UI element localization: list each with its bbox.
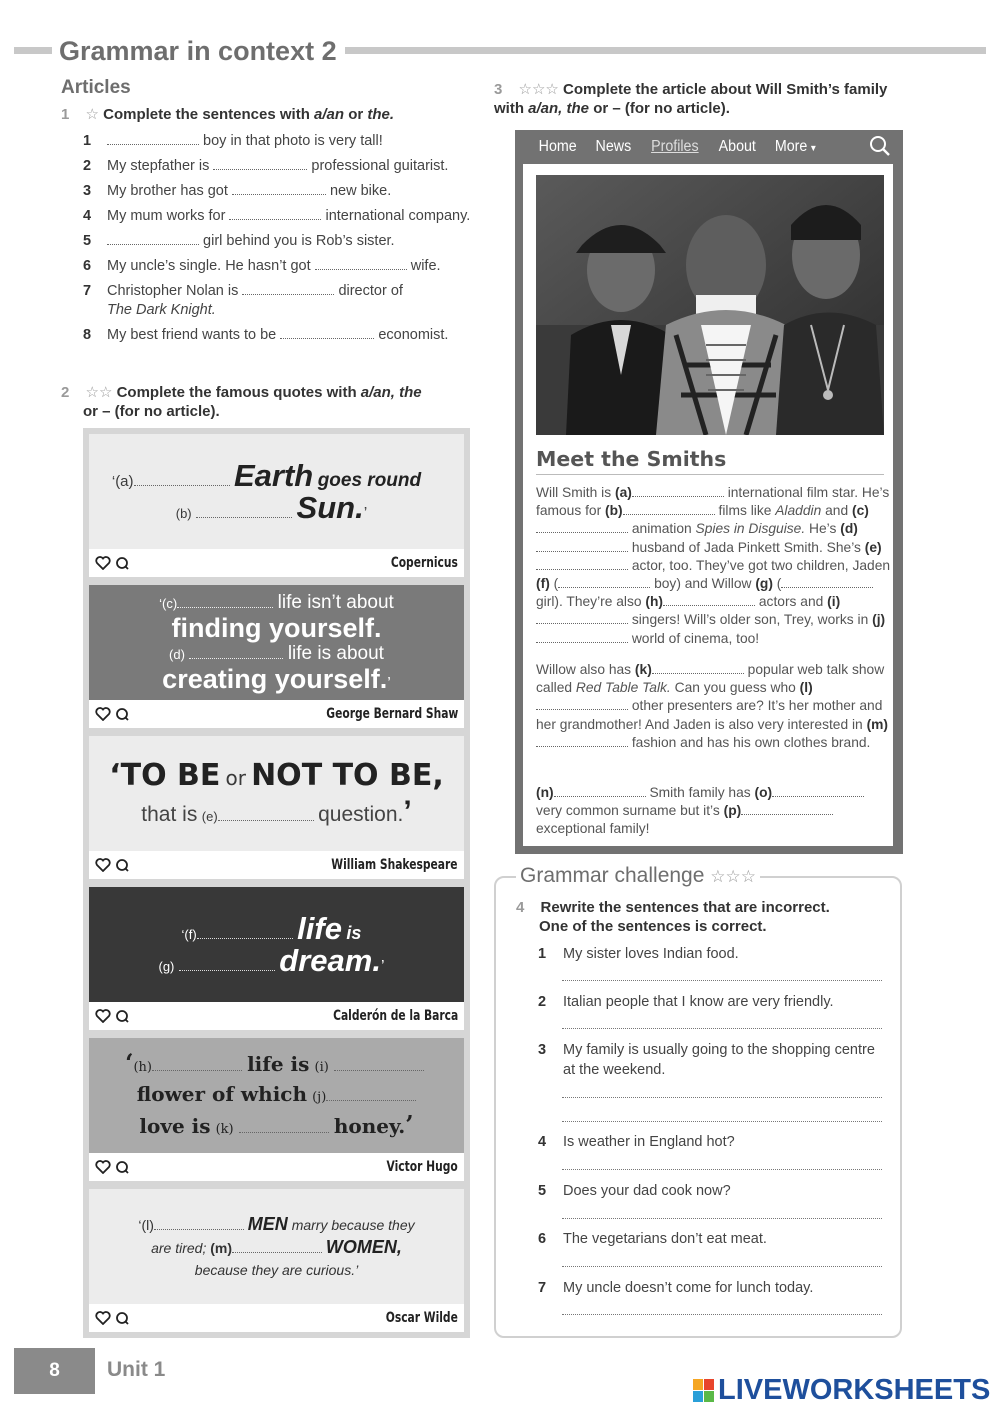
heart-icon[interactable]: [95, 1311, 111, 1325]
answer-blank[interactable]: [536, 521, 628, 533]
ex1-instruction: 1 ☆ Complete the sentences with a/an or the.: [61, 106, 395, 123]
comment-icon[interactable]: [115, 707, 130, 722]
section-title: Articles: [61, 77, 131, 98]
quote-author: Calderón de la Barca: [332, 1008, 458, 1024]
article-paragraph-1: Will Smith is (a) international film star. He’s famous for (b) films like Aladdin and (c) animation Spies in Disguise. He’s (d) husband of Jada Pinkett Smith. She’s (e) actor, too. They’ve got two children, Jaden (f) ( boy) and Willow (g) ( girl). They’re also (h) actors and (i) singers! Will’s older son, Trey, works in (j) world of cinema, too!: [536, 485, 891, 646]
list-item: 1 boy in that photo is very tall!: [83, 133, 383, 149]
title-rule-left: [14, 47, 52, 54]
answer-blank[interactable]: [196, 506, 292, 518]
comment-icon[interactable]: [115, 1009, 130, 1024]
answer-blank[interactable]: [334, 1059, 424, 1071]
answer-blank[interactable]: [242, 283, 334, 295]
list-item: 1 My sister loves Indian food.: [538, 946, 739, 962]
answer-blank[interactable]: [781, 576, 873, 588]
nav-about[interactable]: About: [718, 138, 756, 155]
nav-bar: [515, 130, 903, 164]
answer-line[interactable]: [562, 1169, 882, 1170]
answer-blank[interactable]: [554, 785, 646, 797]
nav-home[interactable]: Home: [538, 138, 577, 155]
unit-label: Unit 1: [107, 1358, 166, 1381]
list-item: 5 Does your dad cook now?: [538, 1183, 731, 1199]
ex2-instruction: 2 ☆☆ Complete the famous quotes with a/an, the or – (for no article).: [61, 384, 422, 420]
quote-author: Copernicus: [390, 555, 458, 571]
answer-blank[interactable]: [652, 662, 744, 674]
answer-blank[interactable]: [197, 927, 293, 939]
answer-line[interactable]: [562, 980, 882, 981]
heart-icon[interactable]: [95, 1160, 111, 1174]
answer-blank[interactable]: [177, 596, 273, 608]
answer-blank[interactable]: [152, 1059, 242, 1071]
answer-blank[interactable]: [558, 576, 650, 588]
heart-icon[interactable]: [95, 1009, 111, 1023]
answer-blank[interactable]: [536, 735, 628, 747]
quote-card-wilde: ‘(l) MEN marry because they are tired; (m) WOMEN, because they are curious.’ Oscar Wilde: [89, 1189, 464, 1332]
answer-blank[interactable]: [280, 327, 374, 339]
article-heading: Meet the Smiths: [536, 447, 727, 471]
caret-down-icon: ▼: [809, 143, 818, 153]
star-icon: ☆☆: [85, 384, 113, 401]
answer-line[interactable]: [562, 1121, 882, 1122]
answer-blank[interactable]: [179, 959, 275, 971]
answer-blank[interactable]: [326, 1089, 416, 1101]
list-item: 2 My stepfather is professional guitarist.: [83, 158, 449, 174]
quote-author: Victor Hugo: [386, 1159, 458, 1175]
comment-icon[interactable]: [115, 1311, 130, 1326]
logo-mark-icon: [693, 1379, 715, 1403]
answer-blank[interactable]: [741, 803, 833, 815]
answer-blank[interactable]: [154, 1218, 244, 1230]
page-number-box: [14, 1348, 95, 1394]
brand-logo: [693, 1374, 990, 1407]
quote-author: William Shakespeare: [331, 857, 458, 873]
answer-blank[interactable]: [239, 1121, 329, 1133]
list-item: 3 My family is usually going to the shopping centre at the weekend.: [538, 1042, 875, 1078]
answer-blank[interactable]: [623, 503, 715, 515]
web-article-frame: [515, 130, 903, 854]
nav-profiles[interactable]: Profiles: [651, 138, 699, 155]
list-item: 2 Italian people that I know are very friendly.: [538, 994, 834, 1010]
answer-blank[interactable]: [536, 540, 628, 552]
answer-line[interactable]: [562, 1097, 882, 1098]
answer-blank[interactable]: [213, 158, 307, 170]
answer-line[interactable]: [562, 1028, 882, 1029]
answer-blank[interactable]: [189, 647, 283, 659]
star-icon: ☆: [85, 106, 99, 123]
list-item: 7 My uncle doesn’t come for lunch today.: [538, 1280, 814, 1296]
ex1-list: [83, 132, 478, 351]
list-item: 6 My uncle’s single. He hasn’t got wife.: [83, 258, 441, 274]
ex3-instruction: 3 ☆☆☆ Complete the article about Will Smith’s family with a/an, the or – (for no article).: [494, 81, 888, 117]
answer-blank[interactable]: [107, 133, 199, 145]
answer-blank[interactable]: [663, 594, 755, 606]
comment-icon[interactable]: [115, 858, 130, 873]
family-photo: [536, 175, 884, 435]
ex1-number: 1: [61, 106, 70, 123]
star-icon: ☆☆☆: [710, 867, 756, 886]
page-title: Grammar in context 2: [59, 36, 343, 67]
answer-line[interactable]: [562, 1266, 882, 1267]
answer-blank[interactable]: [632, 485, 724, 497]
quote-author: George Bernard Shaw: [325, 706, 458, 722]
list-item: 4 My mum works for international company.: [83, 208, 471, 224]
star-icon: ☆☆☆: [518, 81, 559, 98]
title-rule-right: [345, 47, 986, 54]
quote-card-hugo: ‘(h) life is (i) flower of which (j) love is (k) honey.’ Victor Hugo: [89, 1038, 464, 1181]
quote-card-copernicus: ‘(a) Earth goes round (b) Sun.’ Copernicus: [89, 434, 464, 577]
answer-blank[interactable]: [772, 785, 864, 797]
list-item: 8 My best friend wants to be economist.: [83, 327, 449, 343]
answer-blank[interactable]: [232, 1241, 322, 1253]
brand-name: LIVEWORKSHEETS: [718, 1374, 991, 1406]
nav-news[interactable]: News: [595, 138, 632, 155]
ex4-instruction: 4 Rewrite the sentences that are incorrect. One of the sentences is correct.: [516, 899, 830, 935]
search-icon[interactable]: [869, 135, 891, 157]
answer-blank[interactable]: [134, 474, 230, 486]
quote-card-calderon: ‘(f) life is (g) dream.’ Calderón de la Barca: [89, 887, 464, 1030]
comment-icon[interactable]: [115, 556, 130, 571]
heart-icon[interactable]: [95, 707, 111, 721]
article-paragraph-3: (n) Smith family has (o) very common surname but it’s (p) exceptional family!: [536, 784, 891, 839]
article-body: [523, 164, 893, 846]
list-item: 4 Is weather in England hot?: [538, 1134, 735, 1150]
answer-blank[interactable]: [536, 631, 628, 643]
answer-line[interactable]: [562, 1218, 882, 1219]
heart-icon[interactable]: [95, 556, 111, 570]
answer-blank[interactable]: [229, 208, 321, 220]
answer-blank[interactable]: [536, 558, 628, 570]
nav-more[interactable]: More ▼: [775, 138, 818, 155]
answer-blank[interactable]: [536, 698, 628, 710]
answer-blank[interactable]: [315, 258, 407, 270]
list-item: 5 girl behind you is Rob’s sister.: [83, 233, 395, 249]
article-paragraph-2: Willow also has (k) popular web talk show called Red Table Talk. Can you guess who (l) other presenters are? It’s her mother and her grandmother! And Jaden is also very interested in (m) fashion and has his own clothes brand.: [536, 662, 889, 750]
answer-line[interactable]: [562, 1314, 882, 1315]
heart-icon[interactable]: [95, 858, 111, 872]
heading-rule: [536, 474, 884, 475]
answer-blank[interactable]: [232, 183, 326, 195]
answer-blank[interactable]: [107, 233, 199, 245]
quotes-panel: [83, 428, 470, 1338]
list-item: 7 Christopher Nolan is director of The Dark Knight.: [83, 283, 403, 318]
quote-card-shakespeare: ‘TO BE or NOT TO BE, that is (e) question.’ William Shakespeare: [89, 736, 464, 879]
quote-author: Oscar Wilde: [385, 1310, 458, 1326]
page-number: 8: [49, 1360, 60, 1381]
answer-blank[interactable]: [536, 612, 628, 624]
grammar-challenge-title: Grammar challenge ☆☆☆: [516, 864, 760, 888]
list-item: 3 My brother has got new bike.: [83, 183, 392, 199]
quote-card-shaw: ‘(c) life isn’t about finding yourself. (d) life is about creating yourself.’ George Bernard Shaw: [89, 585, 464, 728]
answer-blank[interactable]: [218, 809, 314, 821]
list-item: 6 The vegetarians don’t eat meat.: [538, 1231, 767, 1247]
comment-icon[interactable]: [115, 1160, 130, 1175]
